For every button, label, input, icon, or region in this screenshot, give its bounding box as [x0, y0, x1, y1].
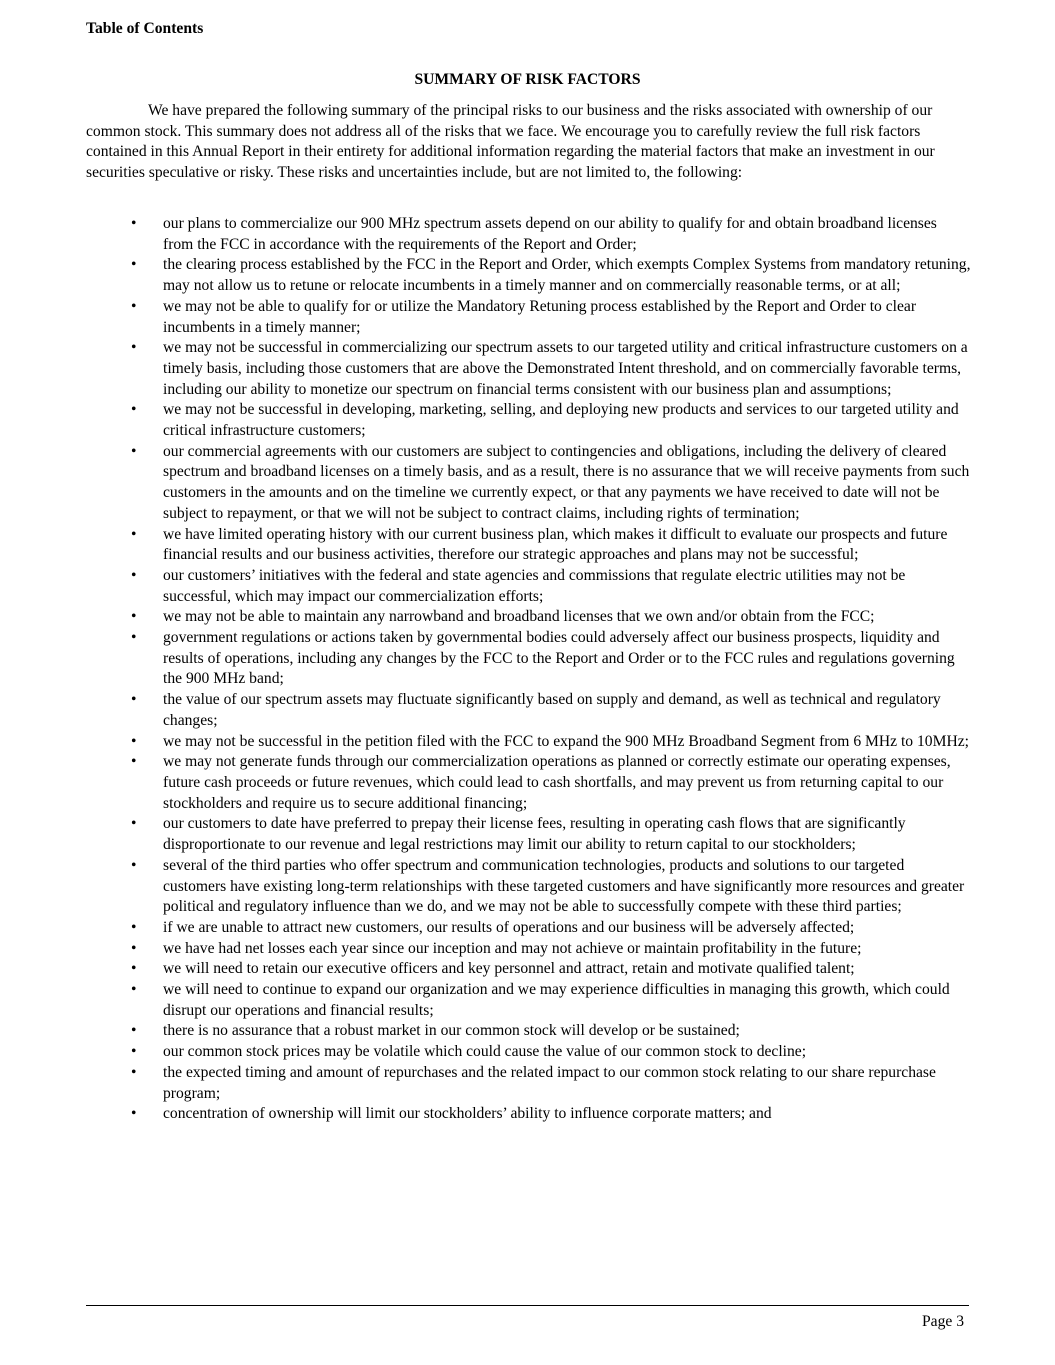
risk-item-text: we may not be able to maintain any narrowband and broadband licenses that we own and/or obtain from the FCC; [163, 608, 875, 626]
bullet-icon: • [131, 401, 137, 419]
bullet-icon: • [131, 691, 137, 709]
risk-item-text: we may not be able to qualify for or utilize the Mandatory Retuning process established by the Report and Order to clear incumbents in a timely manner; [163, 297, 917, 336]
bullet-icon: • [131, 629, 137, 647]
bullet-icon: • [131, 981, 137, 999]
risk-item-text: the expected timing and amount of repurchases and the related impact to our common stock relating to our share repurchase program; [163, 1063, 936, 1102]
bullet-icon: • [131, 215, 137, 232]
risk-item-text: we may not be successful in developing, marketing, selling, and deploying new products and services to our targeted utility and critical infrastructure customers; [163, 401, 959, 440]
bullet-icon: • [131, 339, 137, 357]
risk-item [0, 566, 971, 607]
intro-paragraph: We have prepared the following summary of the principal risks to our business and the risks associated with ownership of our common stock. This summary does not address all of the risks that we face. We encourage you to carefully review the full risk factors contained in this Annual Report in their entirety for additional information regarding the material factors that make an investment in our securities speculative or risky. These risks and uncertainties include, but are not limited to, the following: [86, 102, 935, 182]
risk-item-text: our plans to commercialize our 900 MHz spectrum assets depend on our ability to qualify for and obtain broadband licenses from the FCC in accordance with the requirements of the Report and Order; [163, 215, 937, 253]
risk-item [0, 856, 971, 918]
bullet-icon: • [131, 256, 137, 274]
bullet-icon: • [131, 1022, 137, 1040]
risk-item [0, 607, 971, 628]
risk-item [0, 690, 971, 731]
bullet-icon: • [131, 918, 137, 936]
risk-item [0, 442, 971, 525]
bullet-icon: • [131, 939, 137, 957]
risk-item-text: our commercial agreements with our customers are subject to contingencies and obligations, including the delivery of cleared spectrum and broadband licenses on a timely basis, and as a result, there is no assurance that we will receive payments from such customers in the amounts and on the timeline we currently expect, or that any payments we have received to date will not be subject to repayment, or that we will not be subject to contract claims, including rights of termination; [163, 442, 970, 522]
risk-item [0, 939, 971, 960]
risk-item [0, 752, 971, 814]
risk-item-text: we have had net losses each year since our inception and may not achieve or maintain profitability in the future; [163, 939, 862, 957]
risk-item-text: our customers to date have preferred to prepay their license fees, resulting in operating cash flows that are significantly disproportionate to our revenue and legal restrictions may limit our ability to return capital to our stockholders; [163, 815, 906, 854]
bullet-icon: • [131, 1043, 137, 1061]
risk-item [0, 525, 971, 566]
risk-item-text: our customers’ initiatives with the federal and state agencies and commissions that regulate electric utilities may not be successful, which may impact our commercialization efforts; [163, 566, 906, 605]
risk-item [0, 980, 971, 1021]
risk-item [0, 1063, 971, 1104]
bullet-icon: • [131, 297, 137, 315]
bullet-icon: • [131, 732, 137, 750]
risk-factor-list [0, 214, 1055, 1125]
footer-divider [86, 1305, 969, 1306]
risk-item [0, 338, 971, 400]
bullet-icon: • [131, 815, 137, 833]
section-title: SUMMARY OF RISK FACTORS [414, 71, 641, 88]
risk-item [0, 1021, 971, 1042]
bullet-icon: • [131, 1105, 137, 1123]
bullet-icon: • [131, 960, 137, 978]
risk-item-text: the clearing process established by the FCC in the Report and Order, which exempts Complex Systems from mandatory retuning, may not allow us to retune or relocate incumbents in a timely manner and on commercially reasonable terms, or at all; [163, 256, 971, 295]
risk-item-text: we may not be successful in commercializing our spectrum assets to our targeted utility and critical infrastructure customers on a timely basis, including those customers that are above the Demonstrated Intent threshold, and on commercially favorable terms, including our ability to monetize our spectrum on financial terms consistent with our business plan and assumptions; [163, 339, 968, 398]
bullet-icon: • [131, 566, 137, 584]
risk-item-text: our common stock prices may be volatile which could cause the value of our common stock to decline; [163, 1043, 807, 1061]
risk-item-text: government regulations or actions taken by governmental bodies could adversely affect our business prospects, liquidity and results of operations, including any changes by the FCC to the Report and Order or to the FCC rules and regulations governing the 900 MHz band; [163, 629, 955, 688]
risk-item [0, 400, 971, 441]
risk-item-text: we will need to continue to expand our organization and we may experience difficulties in managing this growth, which could disrupt our operations and financial results; [163, 981, 950, 1019]
risk-item-text: several of the third parties who offer spectrum and communication technologies, products and solutions to our targeted customers have existing long-term relationships with these targeted customers and have significantly more resources and greater political and regulatory influence than we do, and we may not be able to successfully compete with these third parties; [163, 856, 965, 916]
risk-item-text: the value of our spectrum assets may fluctuate significantly based on supply and demand, as well as technical and regulatory changes; [163, 691, 941, 729]
risk-item [0, 959, 971, 980]
risk-item-text: concentration of ownership will limit our stockholders’ ability to influence corporate matters; and [163, 1105, 772, 1123]
bullet-icon: • [131, 608, 137, 626]
risk-item [0, 732, 971, 753]
bullet-icon: • [131, 525, 137, 543]
bullet-icon: • [131, 856, 137, 874]
risk-item [0, 1104, 971, 1125]
table-of-contents-link[interactable]: Table of Contents [86, 20, 204, 37]
risk-item [0, 1042, 971, 1063]
risk-item [0, 814, 971, 855]
risk-item [0, 214, 971, 255]
risk-item [0, 255, 971, 296]
risk-item-text: if we are unable to attract new customers, our results of operations and our business will be adversely affected; [163, 918, 855, 936]
risk-item [0, 628, 971, 690]
risk-item-text: we may not generate funds through our commercialization operations as planned or correctly estimate our operating expenses, future cash proceeds or future revenues, which could lead to cash shortfalls, and may prevent us from returning capital to our stockholders and require us to secure additional financing; [163, 753, 951, 812]
bullet-icon: • [131, 442, 137, 460]
risk-item-text: we will need to retain our executive officers and key personnel and attract, retain and motivate qualified talent; [163, 960, 855, 978]
risk-item-text: we may not be successful in the petition filed with the FCC to expand the 900 MHz Broadband Segment from 6 MHz to 10MHz; [163, 732, 969, 750]
page-number: Page 3 [921, 1313, 964, 1330]
risk-item-text: we have limited operating history with our current business plan, which makes it difficult to evaluate our prospects and future financial results and our business activities, therefore our strategic approaches and plans may not be successful; [163, 525, 948, 564]
risk-item [0, 297, 971, 338]
bullet-icon: • [131, 753, 137, 771]
risk-item [0, 918, 971, 939]
bullet-icon: • [131, 1063, 137, 1081]
risk-item-text: there is no assurance that a robust market in our common stock will develop or be sustained; [163, 1022, 740, 1040]
